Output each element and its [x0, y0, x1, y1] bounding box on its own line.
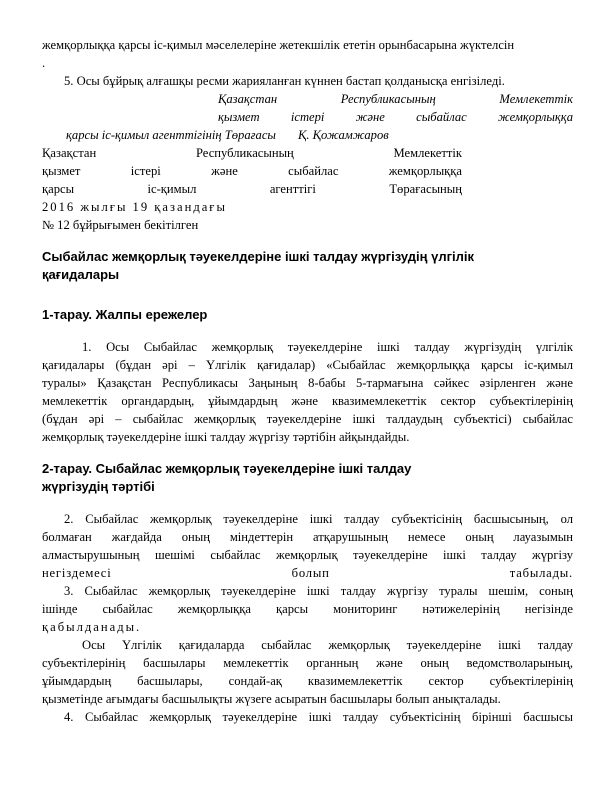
paragraph-1-line-1: 1. Осы Сыбайлас жемқорлық тәуекелдеріне ішкі талдау жүргізудің үлгілік — [82, 340, 573, 354]
paragraph-3-line-2: ішінде сыбайлас жемқорлыққа қарсы мониторинг нәтижелерінің негізінде — [42, 602, 573, 616]
paragraph-2-line-1: 2. Сыбайлас жемқорлық тәуекелдеріне ішкі талдау субъектісінің басшысының, ол — [64, 512, 573, 526]
paragraph-2-line-3: алмастырушының шешімі сыбайлас жемқорлық тәуекелдеріне ішкі талдау жүргізу — [42, 548, 573, 562]
approval-block — [42, 144, 462, 234]
paragraph-2-line-4: негіздемесі болып табылады. — [42, 566, 573, 580]
paragraph-1-line-5: (бұдан әрі – сыбайлас жемқорлық тәуекелдеріне ішкі талдаудың субъектісі) сыбайлас — [42, 412, 573, 426]
signature-line-1: Қазақстан Республикасының Мемлекеттік — [218, 92, 573, 106]
paragraph-3b-line-4: қызметінде ағымдағы басшылықты жүзеге асыратын басшылары болып анықталады. — [42, 692, 501, 706]
signature-name: Қ. Қожамжаров — [297, 128, 389, 142]
signature-line-3 — [42, 126, 573, 144]
paragraph-1-line-4: мемлекеттік органдардың, ұйымдардың және квазимемлекеттік сектор субъектілерінің — [42, 394, 573, 408]
approval-line-1: Қазақстан Республикасының Мемлекеттік — [42, 146, 462, 160]
section-2-heading-line-2: жүргізудің тәртібі — [42, 479, 155, 494]
signature-position: қарсы іс-қимыл агенттігінің Төрағасы — [66, 128, 276, 142]
paragraph-3b-line-3: ұйымдардың басшылары, сондай-ақ квазимемлекеттік сектор субъектілерінің — [42, 674, 573, 688]
approval-line-5: № 12 бұйрығымен бекітілген — [42, 218, 199, 232]
section-2-heading-line-1: 2-тарау. Сыбайлас жемқорлық тәуекелдеріне ішкі талдау — [42, 461, 412, 476]
approval-line-3: қарсы іс-қимыл агенттігі Төрағасының — [42, 182, 462, 196]
signature-block — [42, 90, 573, 126]
paragraph-1-line-3: туралы» Қазақстан Республикасы Заңының 8-бабы 5-тармағына сәйкес әзірленген және — [42, 376, 573, 390]
approval-line-2: қызмет істері және сыбайлас жемқорлыққа — [42, 164, 462, 178]
paragraph-2-line-2: болмаған жағдайда оның міндеттерін атқарушының немесе оның лауазымын — [42, 530, 573, 544]
paragraph-1-line-2: қағидалары (бұдан әрі – Үлгілік қағидалар) «Сыбайлас жемқорлыққа қарсы іс-қимыл — [42, 358, 573, 372]
approval-line-4: 2016 жылғы 19 қазандағы — [42, 200, 227, 214]
intro-line: жемқорлыққа қарсы іс-қимыл мәселелеріне жетекшілік ететін орынбасарына жүктелсін — [42, 38, 515, 52]
paragraph-3-line-3: қабылданады. — [42, 620, 142, 634]
intro-dot: . — [42, 56, 46, 70]
item-5: 5. Осы бұйрық алғашқы ресми жарияланған күннен бастап қолданысқа енгізіледі. — [64, 74, 505, 88]
document-title-line-2: қағидалары — [42, 267, 120, 282]
signature-line-2: қызмет істері және сыбайлас жемқорлыққа — [218, 110, 573, 124]
paragraph-3b-line-2: субъектілерінің басшылары мемлекеттік органның және оның ведомстволарының, — [42, 656, 573, 670]
paragraph-3b-line-1: Осы Үлгілік қағидаларда сыбайлас жемқорлық тәуекелдеріне ішкі талдау — [82, 638, 573, 652]
paragraph-4-line-1: 4. Сыбайлас жемқорлық тәуекелдеріне ішкі талдау субъектісінің бірінші басшысы — [64, 710, 573, 724]
paragraph-3-line-1: 3. Сыбайлас жемқорлық тәуекелдеріне ішкі талдау жүргізу туралы шешім, соның — [64, 584, 573, 598]
section-1-heading: 1-тарау. Жалпы ережелер — [42, 307, 208, 322]
paragraph-1-line-6: жемқорлық тәуекелдеріне ішкі талдау жүргізу тәртібін айқындайды. — [42, 430, 410, 444]
document-title-line-1: Сыбайлас жемқорлық тәуекелдеріне ішкі талдау жүргізудің үлгілік — [42, 249, 474, 264]
